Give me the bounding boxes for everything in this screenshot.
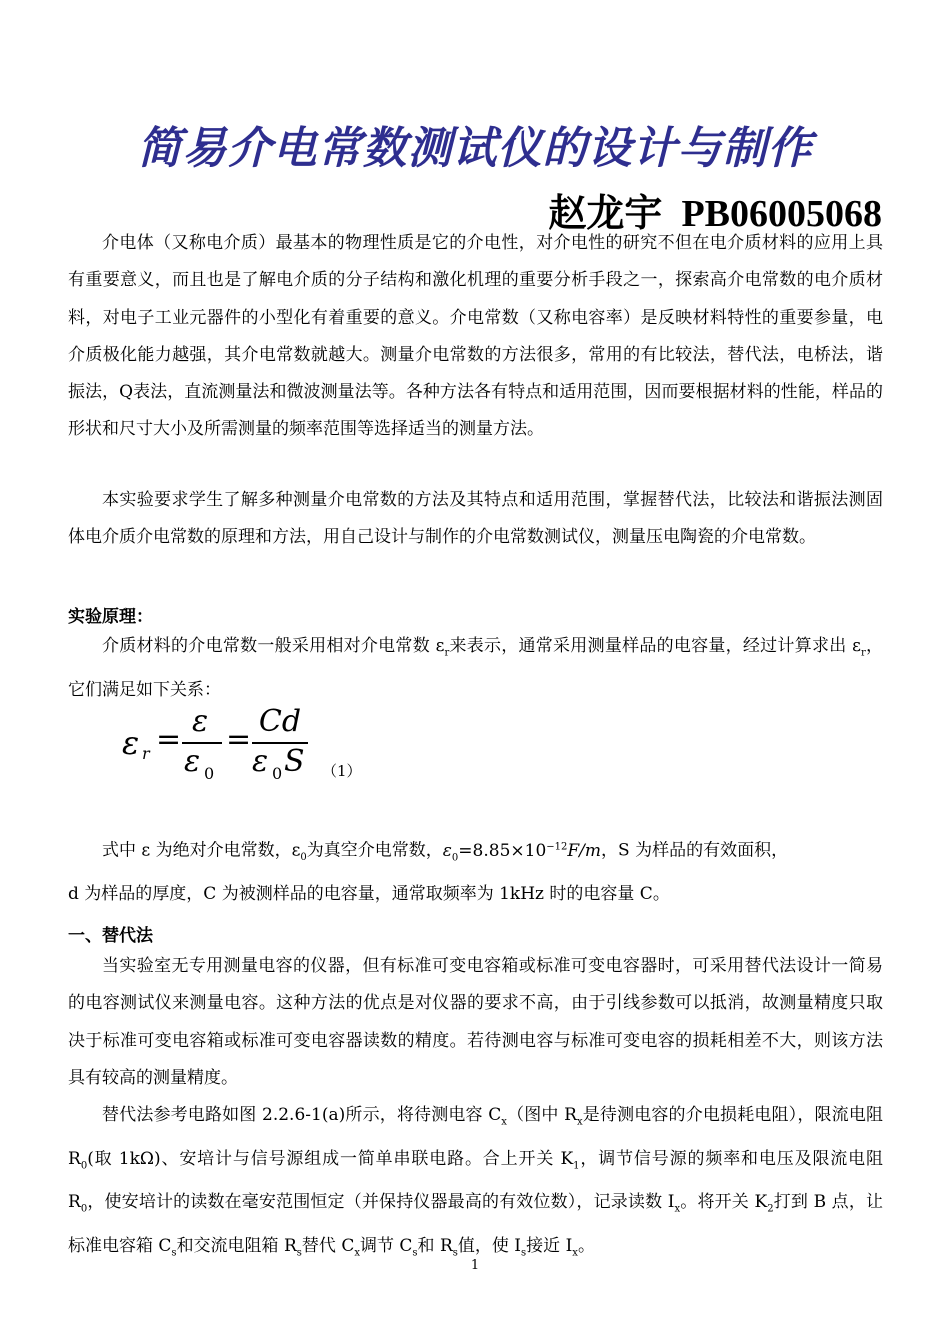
principle-heading: 实验原理： (68, 607, 153, 627)
page-number: 1 (470, 1258, 480, 1273)
equation-number: （1） (322, 762, 362, 780)
section1-paragraph-2: 替代法参考电路如图 2.2.6-1(a)所示，将待测电容 $C_x$（图中 $R_x$是待测电容的介电损耗电阻），限流电阻 $R_0$(取 1kΩ)、安培计与信号源组成一简单串联电路。合上开关 $K_1$，调节信号源的频率和电压及限流电阻 $R_0$，使安培计的读数在毫安范围恒定（并保持仪器最高的有效位数），记录读数 $I_x$。将开关 $K_2$打到 B 点，让标准电容箱 $C_s$和交流电阻箱 $R_s$替代 $C_x$调节 $C_s$和 $R_s$值，使 $I_s$接近 $I_x$。 (68, 1105, 884, 1259)
where-line-2: d 为样品的厚度，C 为被测样品的电容量，通常取频率为 1kHz 时的电容量 C。 (68, 884, 670, 904)
eps0-formula: $\varepsilon_0=8.85\times 10^{-12}F/m$ (442, 840, 602, 864)
section1-heading: 一、替代法 (68, 926, 153, 946)
where-line-1: 式中 ε 为绝对介电常数，$\varepsilon_0$为真空介电常数，$\varepsilon_0=8.85\times 10^{-12}F/m$，S 为样品的有效面积， (102, 840, 789, 864)
section1-paragraph-1: 当实验室无专用测量电容的仪器，但有标准可变电容箱或标准可变电容器时，可采用替代法设计一简易的电容测试仪来测量电容。这种方法的优点是对仪器的要求不高，由于引线参数可以抵消，故测量精度只取决于标准可变电容箱或标准可变电容器读数的精度。若待测电容与标准可变电容的损耗相差不大，则该方法具有较高的测量精度。 (68, 956, 883, 1088)
intro-paragraph-2: 本实验要求学生了解多种测量介电常数的方法及其特点和适用范围，掌握替代法，比较法和谐振法测固体电介质介电常数的原理和方法，用自己设计与制作的介电常数测试仪，测量压电陶瓷的介电常数。 (68, 490, 883, 548)
document-title: 简易介电常数测试仪的设计与制作 (137, 123, 813, 174)
principle-paragraph: 介质材料的介电常数一般采用相对介电常数 $\varepsilon_r$来表示，通常采用测量样品的电容量，经过计算求出 $\varepsilon_r$，它们满足如下关系： (68, 636, 883, 700)
author-name: 赵龙宇 (548, 191, 663, 235)
intro-paragraph-1: 介电体（又称电介质）最基本的物理性质是它的介电性，对介电性的研究不但在电介质材料的应用上具有重要意义，而且也是了解电介质的分子结构和激化机理的重要分析手段之一，探索高介电常数的电介质材料，对电子工业元器件的小型化有着重要的意义。介电常数（又称电容率）是反映材料特性的重要参量，电介质极化能力越强，其介电常数就越大。测量介电常数的方法很多，常用的有比较法，替代法，电桥法，谐振法，Q表法，直流测量法和微波测量法等。各种方法各有特点和适用范围，因而要根据材料的性能，样品的形状和尺寸大小及所需测量的频率范围等选择适当的测量方法。 (68, 233, 883, 440)
permittivity-formula: ε r = ε ε 0 = Cd ε 0 S (122, 700, 382, 790)
student-id: PB06005068 (681, 193, 882, 235)
